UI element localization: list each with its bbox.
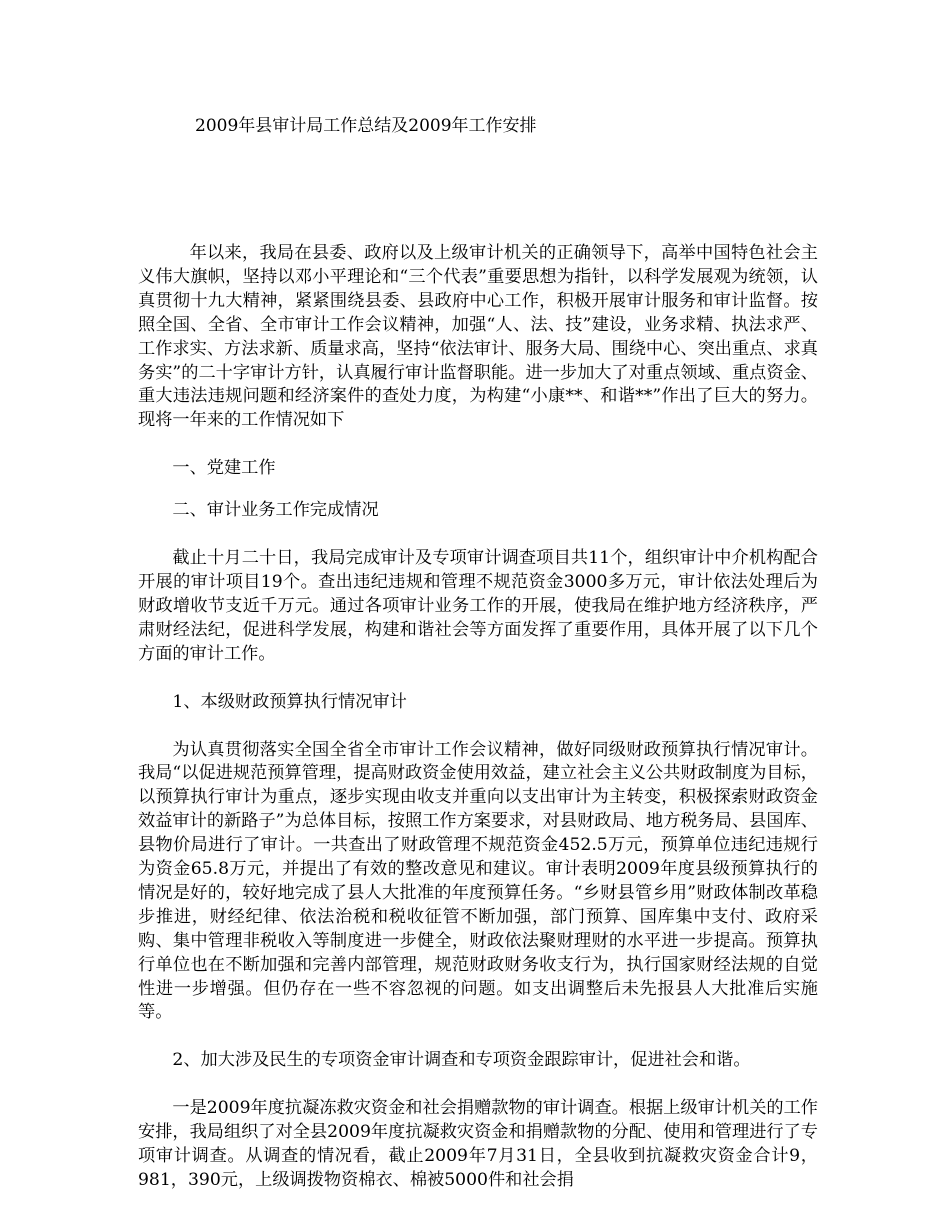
sub1-paragraph: 为认真贯彻落实全国全省全市审计工作会议精神，做好同级财政预算执行情况审计。我局“以促进规范预算管理，提高财政资金使用效益，建立社会主义公共财政制度为目标，以预算执行审计为重点，逐步实现由收支并重向以支出审计为主转变，积极探索财政资金效益审计的新路子”为总体目标，按照工作方案要求，对县财政局、地方税务局、县国库、县物价局进行了审计。一共查出了财政管理不规范资金452.5万元，预算单位违纪违规行为资金65.8万元，并提出了有效的整改意见和建议。审计表明2009年度县级预算执行的情况是好的，较好地完成了县人大批准的年度预算任务。“乡财县管乡用”财政体制改革稳步推进，财经纪律、依法治税和税收征管不断加强，部门预算、国库集中支付、政府采购、集中管理非税收入等制度进一步健全，财政依法聚财理财的水平进一步提高。预算执行单位也在不断加强和完善内部管理，规范财政财务收支行为，执行国家财经法规的自觉性进一步增强。但仍存在一些不容忽视的问题。如支出调整后未先报县人大批准后实施等。 (138, 739, 818, 1023)
document-title: 2009年县审计局工作总结及2009年工作安排 (195, 116, 537, 136)
sub2-heading: 2、加大涉及民生的专项资金审计调查和专项资金跟踪审计，促进社会和谐。 (172, 1050, 751, 1071)
spacer (138, 433, 818, 457)
spacer (138, 523, 818, 547)
spacer (138, 667, 818, 691)
spacer (138, 715, 818, 739)
spacer (138, 1073, 818, 1097)
spacer (138, 1025, 818, 1049)
document-body (138, 242, 818, 1193)
spacer (138, 481, 818, 499)
section2-heading: 二、审计业务工作完成情况 (172, 500, 379, 521)
sub2-paragraph: 一是2009年度抗凝冻救灾资金和社会捐赠款物的审计调查。根据上级审计机关的工作安排，我局组织了对全县2009年度抗凝救灾资金和捐赠款物的分配、使用和管理进行了专项审计调查。从调查的情况看，截止2009年7月31日，全县收到抗凝救灾资金合计9，981，390元，上级调拨物资棉衣、棉被5000件和社会捐 (138, 1098, 818, 1190)
section1-heading: 一、党建工作 (172, 458, 276, 479)
sub1-heading: 1、本级财政预算执行情况审计 (172, 691, 407, 712)
section2-paragraph: 截止十月二十日，我局完成审计及专项审计调查项目共11个，组织审计中介机构配合开展的审计项目19个。查出违纪违规和管理不规范资金3000多万元，审计依法处理后为财政增收节支近千万元。通过各项审计业务工作的开展，使我局在维护地方经济秩序，严肃财经法纪，促进科学发展，构建和谐社会等方面发挥了重要作用，具体开展了以下几个方面的审计工作。 (138, 548, 818, 664)
intro-paragraph: 年以来，我局在县委、政府以及上级审计机关的正确领导下，高举中国特色社会主义伟大旗帜，坚持以邓小平理论和“三个代表”重要思想为指针，以科学发展观为统领，认真贯彻十九大精神，紧紧围绕县委、县政府中心工作，积极开展审计服务和审计监督。按照全国、全省、全市审计工作会议精神，加强“人、法、技”建设，业务求精、执法求严、工作求实、方法求新、质量求高，坚持“依法审计、服务大局、围绕中心、突出重点、求真务实”的二十字审计方针，认真履行审计监督职能。进一步加大了对重点领域、重点资金、重大违法违规问题和经济案件的查处力度，为构建“小康**、和谐**”作出了巨大的努力。现将一年来的工作情况如下 (138, 243, 818, 431)
